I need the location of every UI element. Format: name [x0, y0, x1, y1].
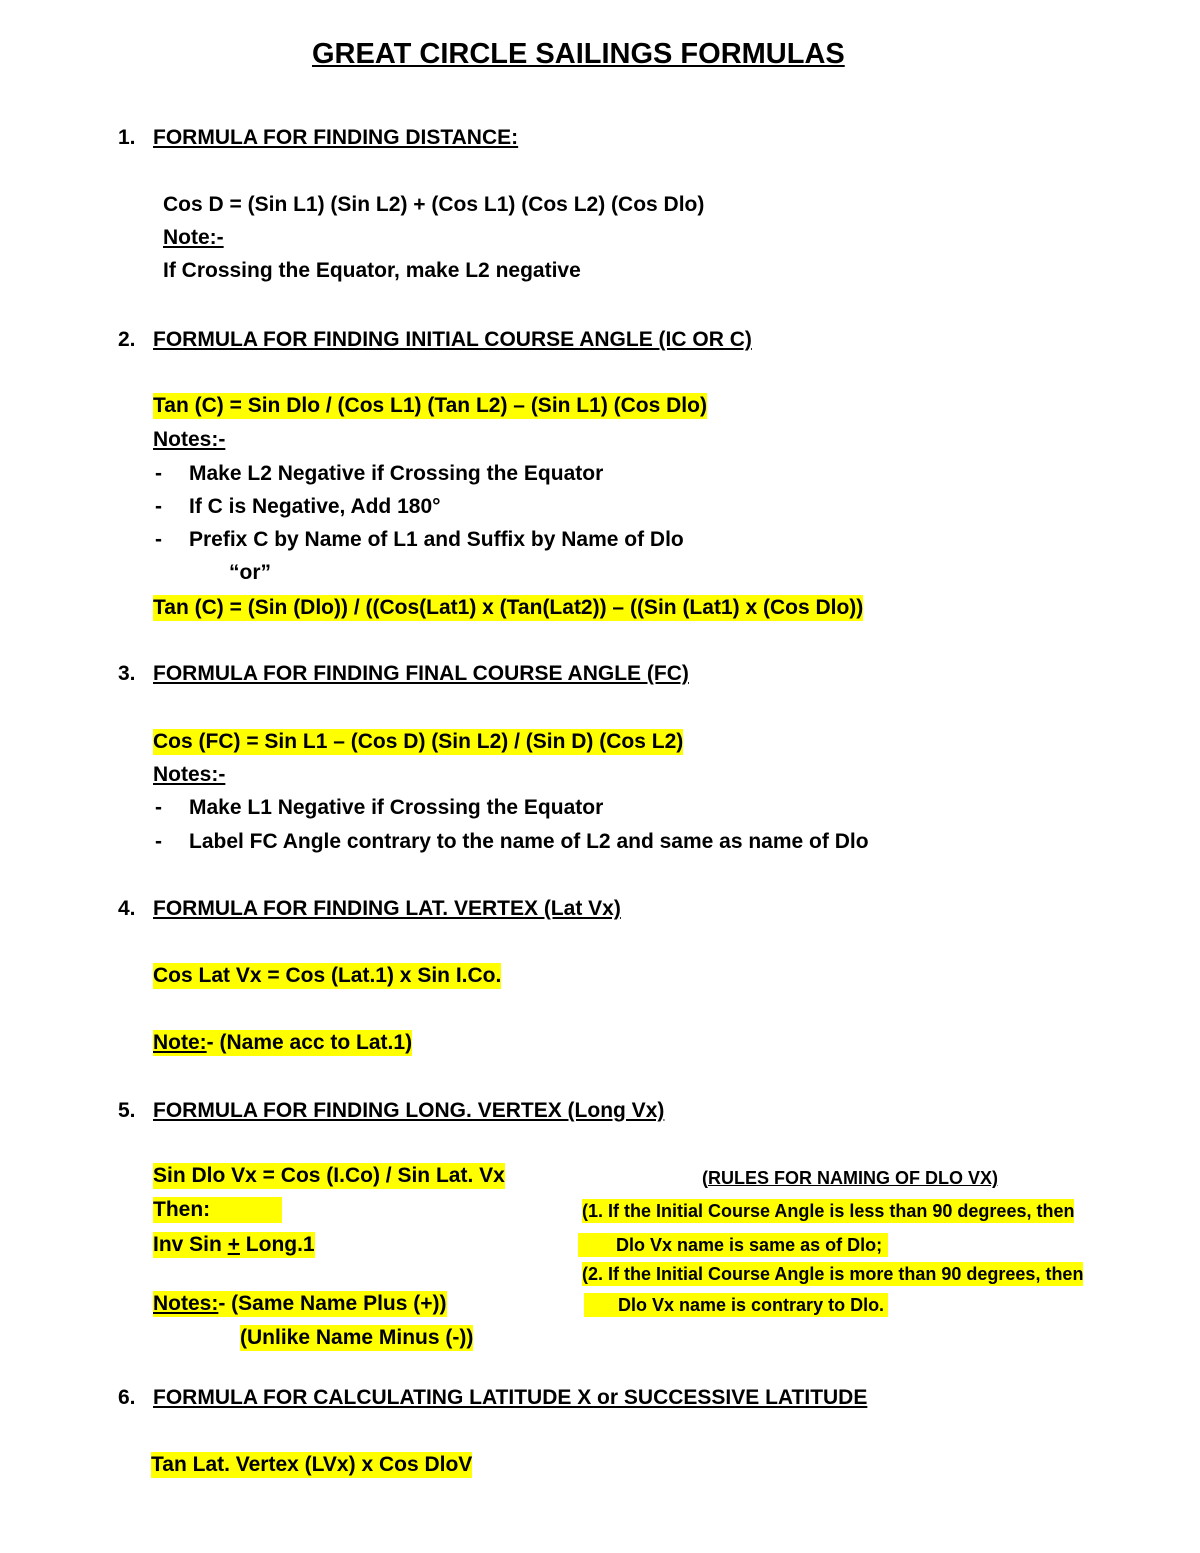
section-4-heading: FORMULA FOR FINDING LAT. VERTEX (Lat Vx): [153, 897, 621, 920]
section-2-bullet-3: Prefix C by Name of L1 and Suffix by Name of Dlo: [189, 528, 684, 551]
page-title: GREAT CIRCLE SAILINGS FORMULAS: [312, 38, 845, 70]
rule-1-line-2: Dlo Vx name is same as of Dlo;: [578, 1233, 888, 1257]
section-2-formula-alt: Tan (C) = (Sin (Dlo)) / ((Cos(Lat1) x (Tan(Lat2)) – ((Sin (Lat1) x (Cos Dlo)): [153, 596, 864, 619]
section-5-notes: [153, 1291, 447, 1317]
section-2-number: 2.: [118, 328, 136, 351]
section-2-bullet-1: Make L2 Negative if Crossing the Equator: [189, 462, 604, 485]
section-4-formula: Cos Lat Vx = Cos (Lat.1) x Sin I.Co.: [153, 964, 502, 987]
section-6-formula: Tan Lat. Vertex (LVx) x Cos DloV: [151, 1453, 473, 1476]
section-4-note-text: - (Name acc to Lat.1): [206, 1031, 413, 1054]
section-6-number: 6.: [118, 1386, 136, 1409]
rules-heading: [702, 1166, 998, 1190]
bullet-dash: -: [155, 528, 162, 551]
section-5-then: Then:: [153, 1197, 282, 1223]
section-4-number: 4.: [118, 897, 136, 920]
section-5-inv-sin: [153, 1232, 315, 1258]
section-3-notes-label: Notes:-: [153, 763, 226, 786]
section-5-number: 5.: [118, 1099, 136, 1122]
section-1-heading: FORMULA FOR FINDING DISTANCE:: [153, 126, 519, 149]
section-3-bullet-1: Make L1 Negative if Crossing the Equator: [189, 796, 604, 819]
plus-minus-symbol: +: [227, 1233, 240, 1256]
section-2-heading: FORMULA FOR FINDING INITIAL COURSE ANGLE (IC OR C): [153, 328, 752, 351]
section-1-number: 1.: [118, 126, 136, 149]
section-4-note-label: Note:: [153, 1031, 207, 1054]
section-2-formula: Tan (C) = Sin Dlo / (Cos L1) (Tan L2) – (Sin L1) (Cos Dlo): [153, 394, 707, 417]
inv-sin-prefix: Inv Sin: [153, 1233, 228, 1256]
section-5-notes-line-2: (Unlike Name Minus (-)): [240, 1326, 474, 1349]
section-2-or: “or”: [229, 561, 271, 584]
rules-title: RULES FOR NAMING OF DLO VX): [708, 1168, 998, 1188]
section-5-notes-line-1: - (Same Name Plus (+)): [218, 1292, 447, 1315]
section-5-heading: FORMULA FOR FINDING LONG. VERTEX (Long Vx): [153, 1099, 665, 1122]
section-2-bullet-2: If C is Negative, Add 180°: [189, 495, 441, 518]
bullet-dash: -: [155, 830, 162, 853]
section-3-number: 3.: [118, 662, 136, 685]
rule-1-line-1: (1. If the Initial Course Angle is less than 90 degrees, then: [582, 1201, 1075, 1221]
section-1-formula: Cos D = (Sin L1) (Sin L2) + (Cos L1) (Cos L2) (Cos Dlo): [163, 193, 705, 216]
section-2-notes-label: Notes:-: [153, 428, 226, 451]
section-3-heading: FORMULA FOR FINDING FINAL COURSE ANGLE (FC): [153, 662, 689, 685]
rule-2-line-1: (2. If the Initial Course Angle is more than 90 degrees, then: [582, 1264, 1084, 1284]
rules-open-paren: (: [702, 1168, 708, 1188]
bullet-dash: -: [155, 495, 162, 518]
inv-sin-suffix: Long.1: [239, 1233, 315, 1256]
section-6-heading: FORMULA FOR CALCULATING LATITUDE X or SUCCESSIVE LATITUDE: [153, 1386, 868, 1409]
bullet-dash: -: [155, 462, 162, 485]
section-5-notes-label: Notes:: [153, 1292, 219, 1315]
bullet-dash: -: [155, 796, 162, 819]
section-5-formula: Sin Dlo Vx = Cos (I.Co) / Sin Lat. Vx: [153, 1164, 505, 1187]
rule-2-line-2: Dlo Vx name is contrary to Dlo.: [584, 1293, 888, 1317]
section-1-note-text: If Crossing the Equator, make L2 negative: [163, 259, 581, 282]
section-1-note-label: Note:-: [163, 226, 224, 249]
section-3-formula: Cos (FC) = Sin L1 – (Cos D) (Sin L2) / (Sin D) (Cos L2): [153, 730, 684, 753]
section-3-bullet-2: Label FC Angle contrary to the name of L2 and same as name of Dlo: [189, 830, 869, 853]
section-4-note: [153, 1030, 412, 1056]
